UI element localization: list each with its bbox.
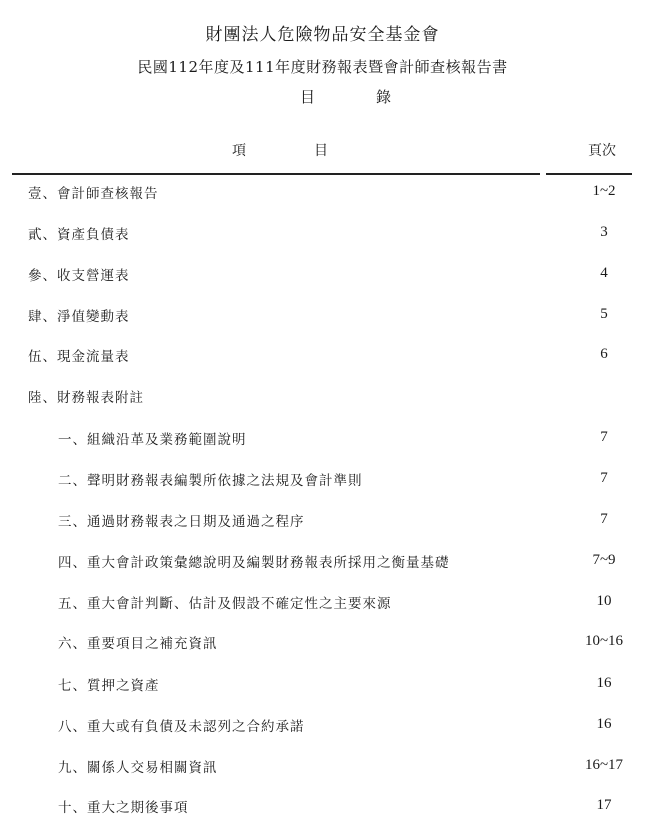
toc-row-page: 3 <box>600 224 608 240</box>
toc-row-label: 壹、會計師查核報告 <box>28 186 159 202</box>
toc-row-page: 10~16 <box>584 633 624 649</box>
toc-row-label: 陸、財務報表附註 <box>28 390 144 406</box>
toc-row-label: 八、重大或有負債及未認列之合約承諾 <box>58 719 305 735</box>
toc-row-page: 7 <box>600 470 608 486</box>
toc-row-label: 十、重大之期後事項 <box>58 800 189 816</box>
toc-row-page: 16 <box>596 675 612 691</box>
toc-row-label: 四、重大會計政策彙總說明及編製財務報表所採用之衡量基礎 <box>58 555 450 571</box>
toc-row-page: 7~9 <box>592 552 616 568</box>
column-header-item-1: 項 <box>232 143 246 159</box>
toc-row-page: 17 <box>596 797 612 813</box>
document-subtitle: 民國112年度及111年度財務報表暨會計師查核報告書 <box>137 58 508 76</box>
toc-row-page: 7 <box>600 429 608 445</box>
toc-row-label: 二、聲明財務報表編製所依據之法規及會計準則 <box>58 473 363 489</box>
column-header-page: 頁次 <box>588 143 616 159</box>
toc-row-page: 7 <box>600 511 608 527</box>
toc-row-page: 5 <box>600 306 608 322</box>
toc-row-label: 九、關係人交易相關資訊 <box>58 760 218 776</box>
toc-row-page: 16 <box>596 716 612 732</box>
toc-row-label: 一、組織沿革及業務範圍說明 <box>58 432 247 448</box>
column-header-item-2: 目 <box>314 143 328 159</box>
toc-row-label: 三、通過財務報表之日期及通過之程序 <box>58 514 305 530</box>
toc-row-label: 六、重要項目之補充資訊 <box>58 636 218 652</box>
header-rule-left <box>12 173 540 175</box>
toc-row-label: 伍、現金流量表 <box>28 349 130 365</box>
toc-heading-left: 目 <box>300 88 316 106</box>
header-rule-right <box>546 173 632 175</box>
toc-row-page: 4 <box>600 265 608 281</box>
toc-row-label: 參、收支營運表 <box>28 268 130 284</box>
toc-row-label: 五、重大會計判斷、估計及假設不確定性之主要來源 <box>58 596 392 612</box>
document-title: 財團法人危險物品安全基金會 <box>205 25 440 45</box>
toc-row-label: 七、質押之資產 <box>58 678 160 694</box>
toc-row-page: 1~2 <box>592 183 616 199</box>
toc-heading-right: 錄 <box>376 88 392 106</box>
toc-row-label: 肆、淨值變動表 <box>28 309 130 325</box>
toc-row-page: 10 <box>596 593 612 609</box>
toc-row-label: 貳、資產負債表 <box>28 227 130 243</box>
toc-row-page: 16~17 <box>584 757 624 773</box>
toc-row-page: 6 <box>600 346 608 362</box>
